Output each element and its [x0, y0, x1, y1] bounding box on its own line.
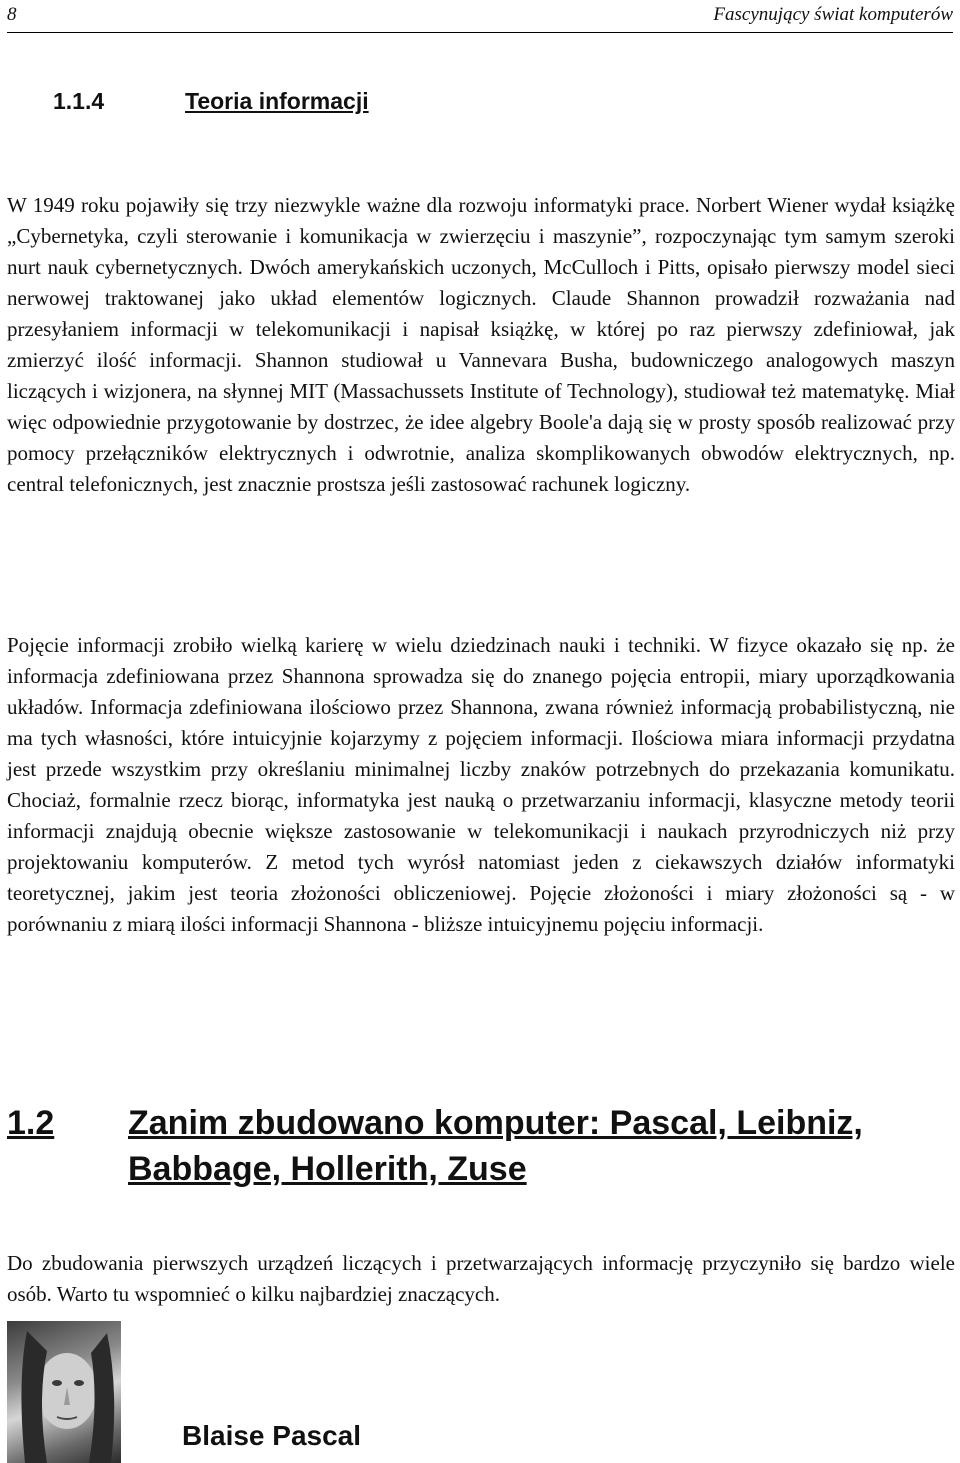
paragraph-section-intro: Do zbudowania pierwszych urządzeń liczących i przetwarzających informację przyczyniło się bardzo wiele osób. Warto tu wspomnieć o kilku najbardziej znaczących.: [7, 1251, 955, 1306]
paragraph-information-concept: Pojęcie informacji zrobiło wielką karierę w wielu dziedzinach nauki i techniki. W fizyce okazało się np. że informacja zdefiniowana przez Shannona sprowadza się do znanego pojęcia entropii, miary uporządkowania układów. Informacja zdefiniowana ilościowo przez Shannona, zwana również informacją probabilistyczną, nie ma tych własności, które intuicyjnie kojarzymy z pojęciem informacji. Ilościowa miara informacji przydatna jest przede wszystkim przy określaniu minimalnej liczby znaków potrzebnych do przekazania komunikatu. Chociaż, formalnie rzecz biorąc, informatyka jest nauką o przetwarzaniu informacji, klasyczne metody teorii informacji znajdują obecnie większe zastosowanie w telekomunikacji i naukach przyrodniczych niż przy projektowaniu komputerów. Z metod tych wyrósł natomiast jeden z ciekawszych działów informatyki teoretycznej, jakim jest teoria złożoności obliczeniowej. Pojęcie złożoności i miary złożoności są - w porównaniu z miarą ilości informacji Shannona - bliższe intuicyjnemu pojęciu informacji.: [7, 633, 955, 936]
subsection-number: 1.1.4: [53, 88, 105, 114]
section-title: Zanim zbudowano komputer: Pascal, Leibniz, Babbage, Hollerith, Zuse: [128, 1104, 863, 1188]
subsection-title: Teoria informacji: [185, 88, 369, 114]
subsection-heading: [53, 88, 369, 115]
portrait-photo-icon: [7, 1321, 121, 1463]
running-header: [7, 2, 953, 33]
book-title: Fascynujący świat komputerów: [713, 4, 953, 25]
section-number: 1.2: [7, 1104, 55, 1142]
paragraph-information-theory: W 1949 roku pojawiły się trzy niezwykle ważne dla rozwoju informatyki prace. Norbert Wiener wydał książkę „Cybernetyka, czyli sterowanie i komunikacja w zwierzęciu i maszynie”, rozpoczynając tym samym szeroki nurt nauk cybernetycznych. Dwóch amerykańskich uczonych, McCulloch i Pitts, opisało pierwszy model sieci nerwowej traktowanej jako układ elementów logicznych. Claude Shannon prowadził rozważania nad przesyłaniem informacji w telekomunikacji i napisał książkę, w której po raz pierwszy zdefiniował, jak zmierzyć ilość informacji. Shannon studiował u Vannevara Busha, budowniczego analogowych maszyn liczących i wizjonera, na słynnej MIT (Massachussets Institute of Technology), studiował też matematykę. Miał więc odpowiednie przygotowanie by dostrzec, że idee algebry Boole'a dają się w prosty sposób realizować przy pomocy przełączników elektrycznych i odwrotnie, analiza skomplikowanych obwodów elektrycznych, np. central telefonicznych, jest znacznie prostsza jeśli zastosować rachunek logiczny.: [7, 193, 955, 496]
figure-caption: Blaise Pascal: [182, 1420, 362, 1451]
page-number: 8: [7, 4, 17, 25]
